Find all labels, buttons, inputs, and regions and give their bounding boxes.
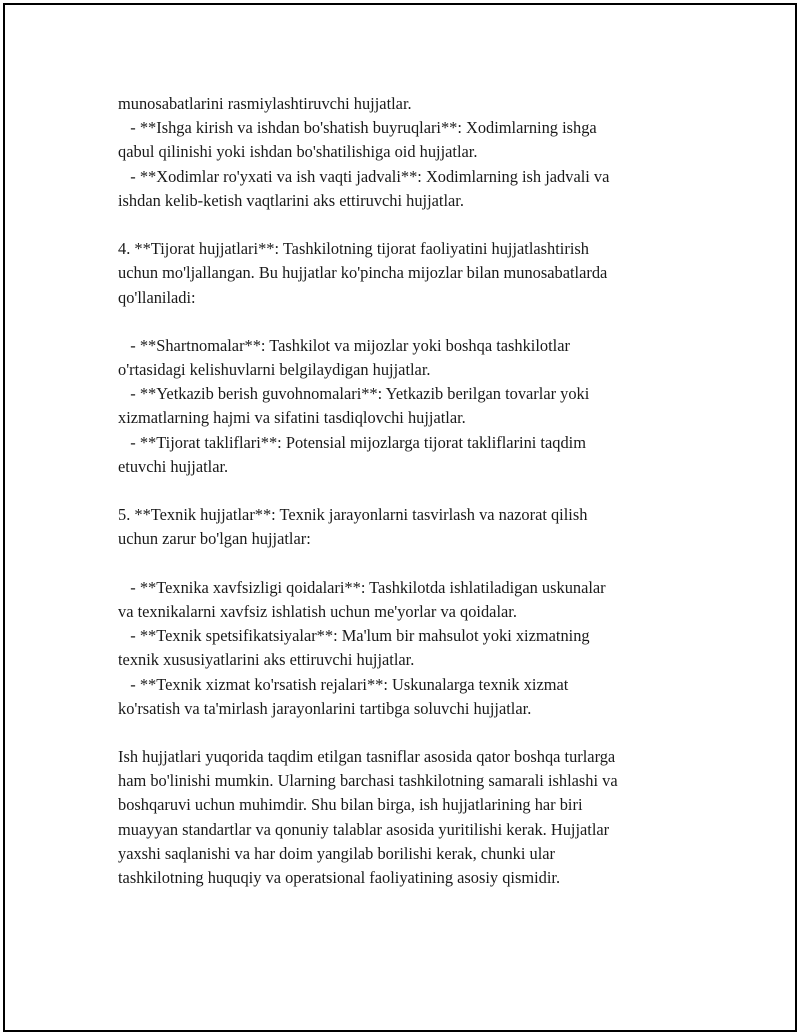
- text-line: etuvchi hujjatlar.: [118, 456, 229, 476]
- text-line: yaxshi saqlanishi va har doim yangilab borilishi kerak, chunki ular: [118, 843, 555, 863]
- paragraph: [118, 673, 693, 721]
- text-line: qo'llaniladi:: [118, 287, 196, 307]
- blank-line: [118, 479, 693, 503]
- text-line: - **Texnik xizmat ko'rsatish rejalari**: Uskunalarga texnik xizmat: [118, 674, 569, 694]
- paragraph: [118, 745, 693, 890]
- text-line: - **Shartnomalar**: Tashkilot va mijozlar yoki boshqa tashkilotlar: [118, 335, 570, 355]
- text-line: 4. **Tijorat hujjatlari**: Tashkilotning tijorat faoliyatini hujjatlashtirish: [118, 239, 589, 259]
- text-line: uchun mo'ljallangan. Bu hujjatlar ko'pincha mijozlar bilan munosabatlarda: [118, 263, 608, 283]
- text-line: va texnikalarni xavfsiz ishlatish uchun me'yorlar va qoidalar.: [118, 601, 517, 621]
- text-line: - **Ishga kirish va ishdan bo'shatish buyruqlari**: Xodimlarning ishga: [118, 118, 597, 138]
- text-line: - **Texnik spetsifikatsiyalar**: Ma'lum bir mahsulot yoki xizmatning: [118, 626, 590, 646]
- document-body: [118, 92, 693, 890]
- text-line: - **Texnika xavfsizligi qoidalari**: Tashkilotda ishlatiladigan uskunalar: [118, 577, 606, 597]
- paragraph: [118, 382, 693, 430]
- text-line: qabul qilinishi yoki ishdan bo'shatilishiga oid hujjatlar.: [118, 142, 478, 162]
- text-line: boshqaruvi uchun muhimdir. Shu bilan birga, ish hujjatlarining har biri: [118, 795, 583, 815]
- text-line: 5. **Texnik hujjatlar**: Texnik jarayonlarni tasvirlash va nazorat qilish: [118, 505, 588, 525]
- paragraph: [118, 334, 693, 382]
- paragraph: [118, 624, 693, 672]
- text-line: - **Yetkazib berish guvohnomalari**: Yetkazib berilgan tovarlar yoki: [118, 384, 590, 404]
- paragraph: [118, 237, 693, 310]
- blank-line: [118, 310, 693, 334]
- text-line: ham bo'linishi mumkin. Ularning barchasi tashkilotning samarali ishlashi va: [118, 771, 618, 791]
- text-line: Ish hujjatlari yuqorida taqdim etilgan tasniflar asosida qator boshqa turlarga: [118, 747, 616, 767]
- text-line: muayyan standartlar va qonuniy talablar asosida yuritilishi kerak. Hujjatlar: [118, 819, 610, 839]
- blank-line: [118, 721, 693, 745]
- text-line: - **Xodimlar ro'yxati va ish vaqti jadvali**: Xodimlarning ish jadvali va: [118, 166, 610, 186]
- text-line: - **Tijorat takliflari**: Potensial mijozlarga tijorat takliflarini taqdim: [118, 432, 586, 452]
- blank-line: [118, 213, 693, 237]
- paragraph: [118, 92, 693, 116]
- paragraph: [118, 165, 693, 213]
- text-line: tashkilotning huquqiy va operatsional faoliyatining asosiy qismidir.: [118, 868, 561, 887]
- text-line: ishdan kelib-ketish vaqtlarini aks ettiruvchi hujjatlar.: [118, 190, 464, 210]
- paragraph: [118, 503, 693, 551]
- text-line: ko'rsatish va ta'mirlash jarayonlarini tartibga soluvchi hujjatlar.: [118, 698, 532, 718]
- text-line: xizmatlarning hajmi va sifatini tasdiqlovchi hujjatlar.: [118, 408, 466, 428]
- paragraph: [118, 431, 693, 479]
- text-line: texnik xususiyatlarini aks ettiruvchi hujjatlar.: [118, 650, 415, 670]
- paragraph: [118, 576, 693, 624]
- paragraph: [118, 116, 693, 164]
- blank-line: [118, 552, 693, 576]
- text-line: uchun zarur bo'lgan hujjatlar:: [118, 529, 311, 549]
- text-line: munosabatlarini rasmiylashtiruvchi hujjatlar.: [118, 94, 412, 113]
- text-line: o'rtasidagi kelishuvlarni belgilaydigan hujjatlar.: [118, 360, 431, 380]
